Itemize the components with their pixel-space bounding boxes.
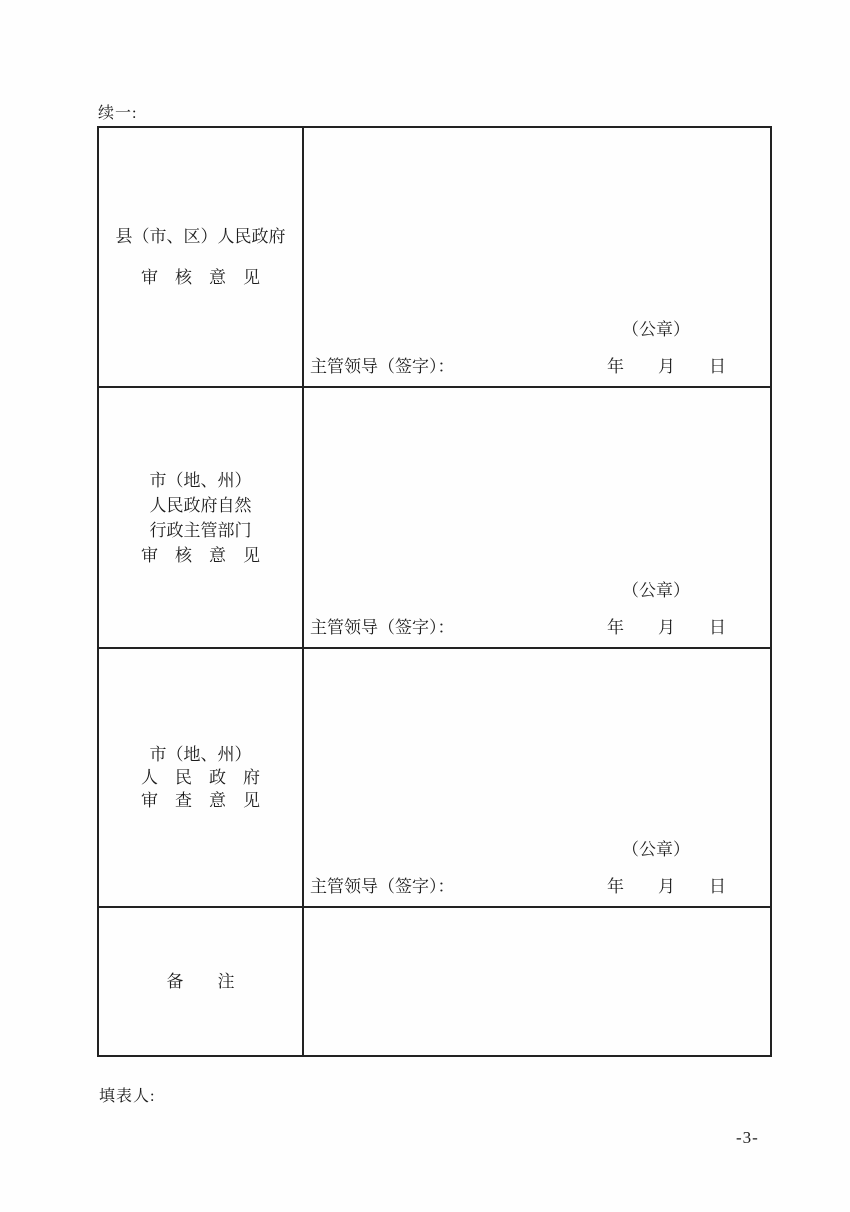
row-header-line: 人民政府自然 [149, 495, 252, 515]
row-header-cell [99, 908, 304, 1055]
seal-placeholder: （公章） [622, 581, 690, 600]
date-placeholder: 年 月 日 [607, 877, 726, 896]
row-header-line: 市（地、州） [149, 745, 252, 764]
signature-line [310, 878, 726, 895]
continuation-label: 续一: [98, 105, 138, 122]
date-placeholder: 年 月 日 [607, 357, 726, 376]
seal-placeholder: （公章） [622, 840, 690, 859]
table-row-remarks [99, 908, 770, 1055]
row-header-line: 审 查 意 见 [141, 791, 260, 810]
signature-label: 主管领导（签字）： [310, 618, 455, 637]
review-table [97, 126, 772, 1057]
signature-label: 主管领导（签字）： [310, 877, 455, 896]
table-row-city-government-review [99, 649, 770, 908]
form-filler-label: 填表人: [99, 1088, 156, 1105]
row-header-cell [99, 128, 304, 386]
row-header-cell [99, 388, 304, 647]
row-header-line: 行政主管部门 [149, 520, 252, 540]
page-number: -3- [736, 1128, 759, 1147]
date-placeholder: 年 月 日 [607, 618, 726, 637]
row-header-line: 县（市、区）人民政府 [115, 227, 286, 246]
seal-placeholder: （公章） [622, 320, 690, 339]
row-header-line: 审 核 意 见 [141, 268, 260, 287]
row-header-line: 人 民 政 府 [141, 768, 260, 787]
row-header-line: 审 核 意 见 [141, 545, 260, 565]
signature-line [310, 619, 726, 636]
signature-line [310, 358, 726, 375]
row-content-cell [304, 908, 770, 1055]
table-row-city-department-review [99, 388, 770, 649]
table-row-county-review [99, 128, 770, 388]
row-content-cell [304, 388, 770, 647]
row-content-cell [304, 649, 770, 906]
signature-label: 主管领导（签字）： [310, 357, 455, 376]
row-content-cell [304, 128, 770, 386]
row-header-cell [99, 649, 304, 906]
row-header-line: 市（地、州） [149, 470, 252, 490]
row-header-line: 备 注 [166, 971, 235, 991]
